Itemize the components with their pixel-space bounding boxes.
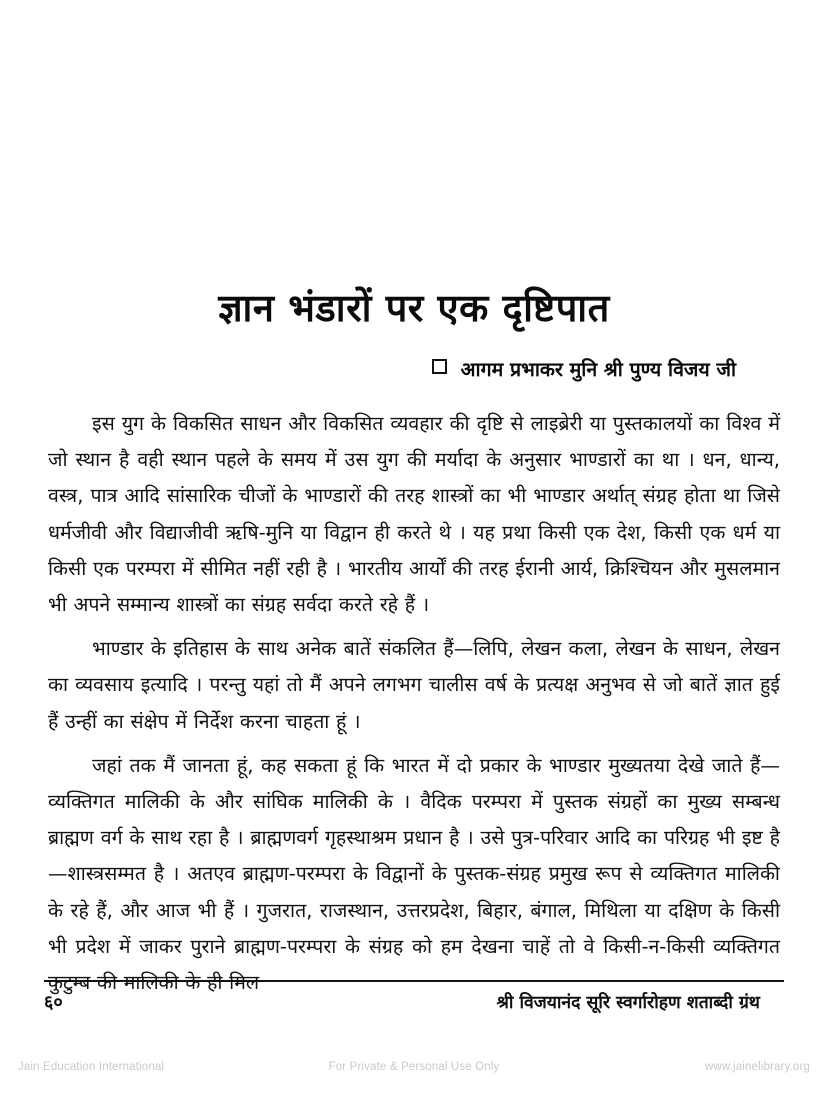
printed-page-footer [44, 980, 784, 1015]
footer-row [44, 982, 784, 1015]
body-paragraph: जहां तक मैं जानता हूं, कह सकता हूं कि भारत में दो प्रकार के भाण्डार मुख्यतया देखे जाते हैं—व्यक्तिगत मालिकी के और सांघिक मालिकी के । वैदिक परम्परा में पुस्तक संग्रहों का मुख्य सम्बन्ध ब्राह्मण वर्ग के साथ रहा है । ब्राह्मणवर्ग गृहस्थाश्रम प्रधान है । उसे पुत्र-परिवार आदि का परिग्रह भी इष्ट है—शास्त्रसम्मत है । अतएव ब्राह्मण-परम्परा के विद्वानों के पुस्तक-संग्रह प्रमुख रूप से व्यक्तिगत मालिकी के रहे हैं, और आज भी हैं । गुजरात, राजस्थान, उत्तरप्रदेश, बिहार, बंगाल, मिथिला या दक्षिण के किसी भी प्रदेश में जाकर पुराने ब्राह्मण-परम्परा के संग्रह को हम देखना चाहें तो वे किसी-न-किसी व्यक्तिगत कुटुम्ब की मालिकी के ही मिल [48, 753, 780, 995]
byline [48, 356, 780, 384]
running-title: श्री विजयानंद सूरि स्वर्गारोहण शताब्दी ग्रंथ [496, 993, 760, 1013]
page-title: ज्ञान भंडारों पर एक दृष्टिपात [218, 286, 610, 330]
scan-usage-notice: For Private & Personal Use Only [328, 1061, 500, 1073]
body-paragraph: भाण्डार के इतिहास के साथ अनेक बातें संकलित हैं—लिपि, लेखन कला, लेखन के साधन, लेखन का व्यवसाय इत्यादि । परन्तु यहां तो मैं अपने लगभग चालीस वर्ष के प्रत्यक्ष अनुभव से जो बातें ज्ञात हुई हैं उन्हीं का संक्षेप में निर्देश करना चाहता हूं । [48, 637, 780, 733]
page-number: ६० [44, 992, 63, 1013]
author-name: आगम प्रभाकर मुनि श्री पुण्य विजय जी [460, 358, 736, 381]
scan-watermark-footer [0, 1056, 828, 1078]
article-body [48, 406, 780, 1001]
body-paragraph: इस युग के विकसित साधन और विकसित व्यवहार की दृष्टि से लाइब्रेरी या पुस्तकालयों का विश्व में जो स्थान है वही स्थान पहले के समय में उस युग की मर्यादा के अनुसार भाण्डारों का था । धन, धान्य, वस्त्र, पात्र आदि सांसारिक चीजों के भाण्डारों की तरह शास्त्रों का भी भाण्डार अर्थात् संग्रह होता था जिसे धर्मजीवी और विद्याजीवी ऋषि-मुनि या विद्वान ही करते थे । यह प्रथा किसी एक देश, किसी एक धर्म या किसी एक परम्परा में सीमित नहीं रही है । भारतीय आर्यों की तरह ईरानी आर्य, क्रिश्चियन और मुसलमान भी अपने सम्मान्य शास्त्रों का संग्रह सर्वदा करते रहे हैं । [48, 412, 780, 617]
scan-website-link[interactable]: www.jainelibrary.org [704, 1061, 810, 1073]
scan-source-label: Jain Education International [18, 1061, 165, 1073]
content-column [48, 0, 780, 1001]
square-bullet-icon [432, 359, 447, 374]
